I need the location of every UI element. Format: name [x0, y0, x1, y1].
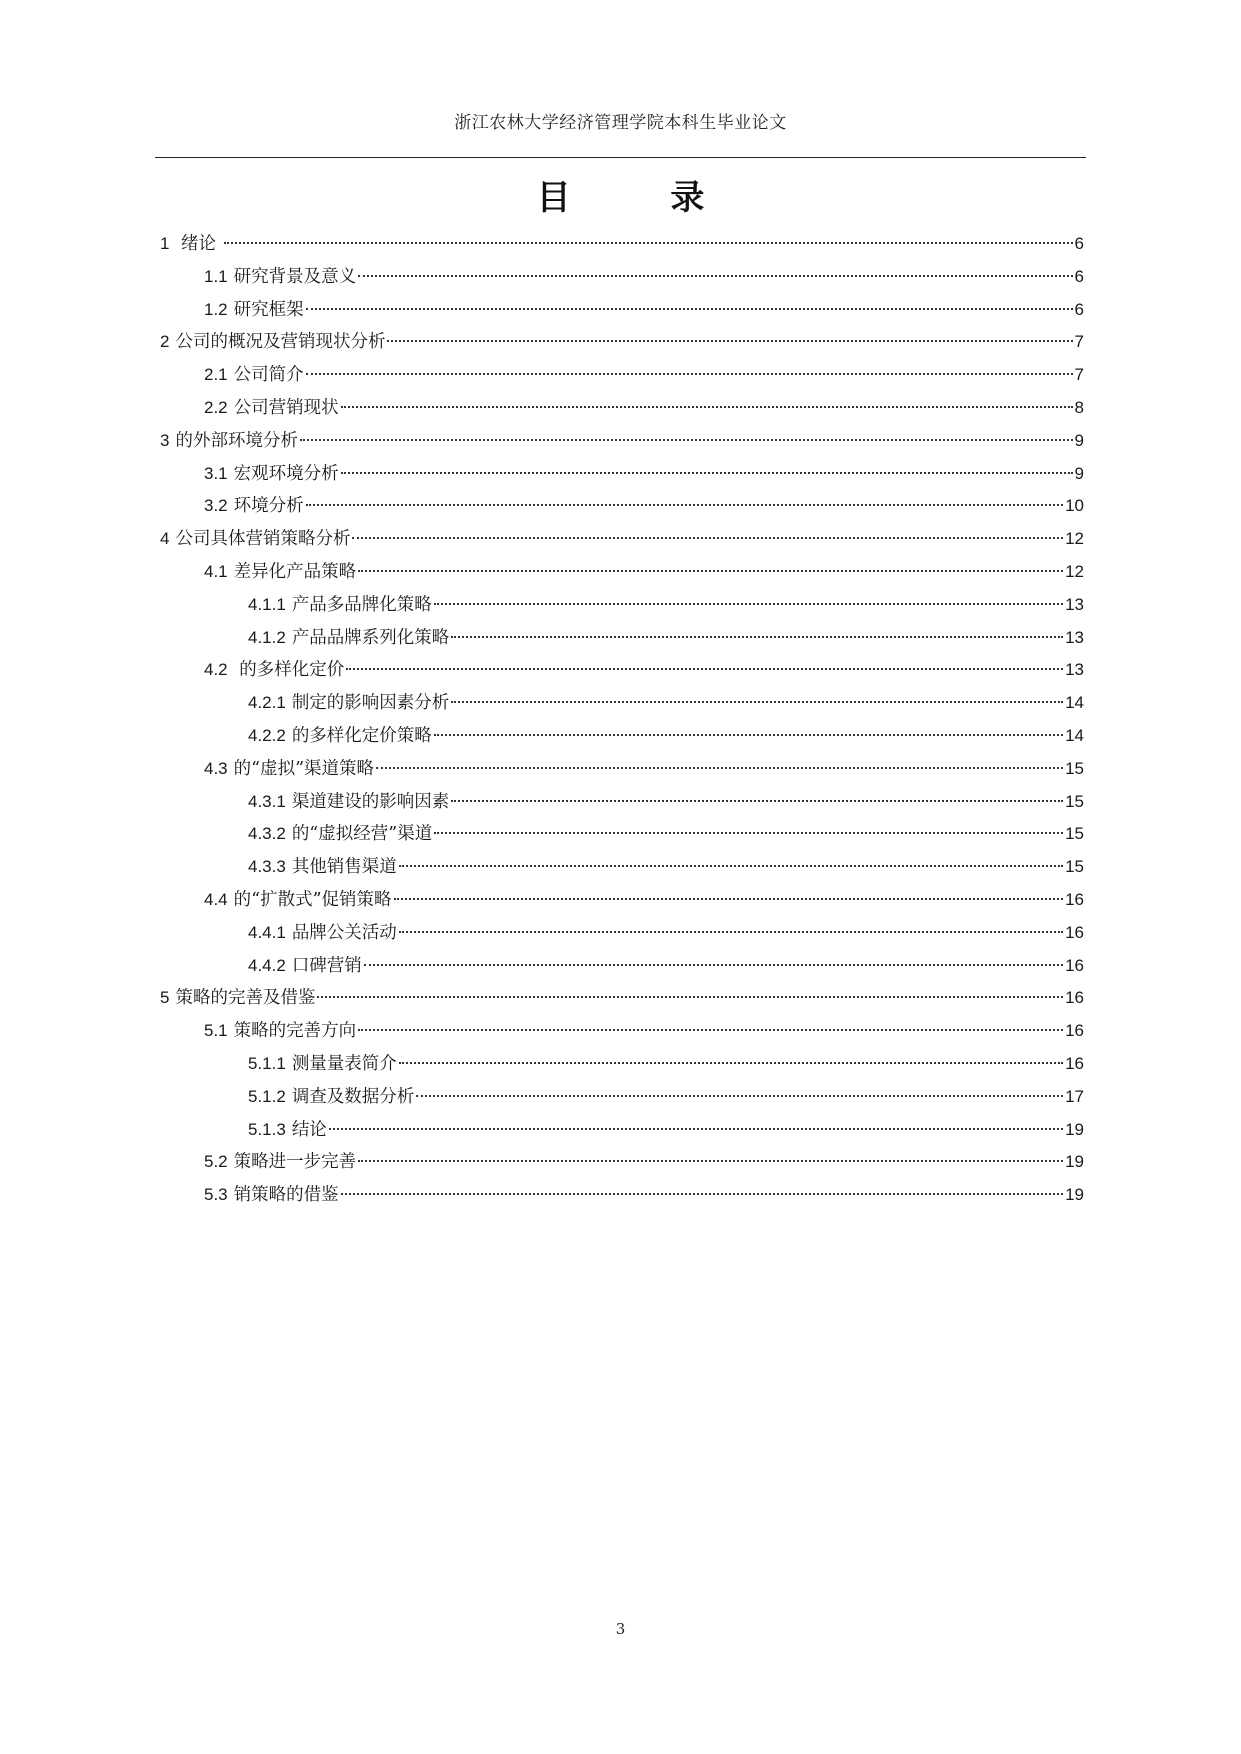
toc-entry-label: 研究背景及意义 — [233, 266, 357, 287]
toc-dot-leader — [399, 865, 1063, 867]
toc-entry-label: 的多样化定价策略 — [291, 725, 432, 746]
toc-entry-label: 口碑营销 — [291, 955, 362, 976]
toc-entry[interactable] — [160, 1146, 1084, 1179]
toc-dot-leader — [358, 1160, 1063, 1162]
toc-entry-label: 结论 — [291, 1119, 327, 1140]
toc-entry[interactable] — [160, 1114, 1084, 1147]
toc-dot-leader — [300, 439, 1073, 441]
toc-entry-label: 的外部环境分析 — [175, 430, 298, 451]
toc-dot-leader — [394, 898, 1064, 900]
toc-entry-page: 17 — [1065, 1086, 1084, 1106]
toc-dot-leader — [364, 964, 1063, 966]
toc-entry-label: 其他销售渠道 — [291, 857, 397, 878]
toc-entry-number: 5.1 — [204, 1021, 228, 1041]
toc-entry-number: 5.1.2 — [248, 1086, 286, 1106]
toc-entry-page: 9 — [1074, 430, 1084, 450]
toc-entry-page: 14 — [1065, 693, 1084, 713]
toc-entry-page: 19 — [1065, 1152, 1084, 1172]
toc-entry-label: 的“虚拟经营”渠道 — [291, 824, 433, 845]
toc-entry-page: 19 — [1065, 1185, 1084, 1205]
toc-dot-leader — [341, 1193, 1063, 1195]
toc-entry-number: 4.4.2 — [248, 955, 286, 975]
toc-entry-page: 8 — [1074, 397, 1084, 417]
toc-entry-label: 公司的概况及营销现状分析 — [175, 332, 386, 353]
table-of-contents — [160, 228, 1084, 1212]
toc-entry-label: 差异化产品策略 — [233, 561, 357, 582]
page-number: 3 — [615, 1620, 626, 1638]
toc-dot-leader — [451, 636, 1063, 638]
toc-entry[interactable] — [160, 1048, 1084, 1081]
toc-entry-number: 5.2 — [204, 1152, 228, 1172]
toc-entry[interactable] — [160, 392, 1084, 425]
toc-entry-label: 公司具体营销策略分析 — [175, 529, 351, 550]
toc-entry-label: 策略的完善及借鉴 — [175, 988, 316, 1009]
toc-entry-label: 测量量表简介 — [291, 1053, 397, 1074]
toc-entry[interactable] — [160, 425, 1084, 458]
toc-dot-leader — [306, 373, 1073, 375]
toc-entry-page: 16 — [1065, 922, 1084, 942]
toc-entry-number: 4.2.1 — [248, 693, 286, 713]
toc-entry-label: 产品多品牌化策略 — [291, 594, 432, 615]
toc-dot-leader — [352, 537, 1063, 539]
toc-entry-page: 13 — [1065, 660, 1084, 680]
toc-entry-number: 2.1 — [204, 365, 228, 385]
toc-entry-page: 19 — [1065, 1119, 1084, 1139]
toc-dot-leader — [341, 472, 1073, 474]
toc-entry[interactable] — [160, 294, 1084, 327]
toc-dot-leader — [329, 1128, 1063, 1130]
toc-dot-leader — [399, 1062, 1063, 1064]
toc-entry-page: 6 — [1074, 234, 1084, 253]
toc-entry-number: 2 — [160, 332, 170, 352]
toc-entry[interactable] — [160, 1081, 1084, 1114]
toc-entry-label: 策略的完善方向 — [233, 1021, 357, 1042]
toc-dot-leader — [451, 800, 1063, 802]
toc-entry-number: 4.3.3 — [248, 857, 286, 877]
page-title: 目 录 — [536, 178, 749, 218]
toc-entry-page: 7 — [1074, 332, 1084, 352]
toc-entry-number: 4.2.2 — [248, 725, 286, 745]
toc-entry-page: 15 — [1065, 857, 1084, 877]
toc-entry-number: 1.1 — [204, 266, 228, 286]
toc-entry-page: 7 — [1074, 365, 1084, 385]
toc-entry-number: 5.1.3 — [248, 1119, 286, 1139]
toc-entry-label: 公司营销现状 — [233, 397, 339, 418]
toc-entry[interactable] — [160, 228, 1084, 261]
toc-entry-label: 制定的影响因素分析 — [291, 693, 450, 714]
toc-entry-number: 3.1 — [204, 463, 228, 483]
toc-entry[interactable] — [160, 654, 1084, 687]
toc-entry-page: 6 — [1074, 266, 1084, 286]
toc-dot-leader — [306, 308, 1073, 310]
toc-entry-page: 15 — [1065, 758, 1084, 778]
toc-entry-label: 的“虚拟”渠道策略 — [233, 758, 375, 779]
toc-entry-number: 4.4.1 — [248, 922, 286, 942]
toc-entry-label: 研究框架 — [233, 299, 304, 320]
toc-entry[interactable] — [160, 982, 1084, 1015]
toc-entry-number: 4.1.2 — [248, 627, 286, 647]
toc-entry[interactable] — [160, 720, 1084, 753]
toc-entry-label: 的多样化定价 — [233, 660, 345, 681]
toc-entry[interactable] — [160, 359, 1084, 392]
toc-entry[interactable] — [160, 589, 1084, 622]
running-header: 浙江农林大学经济管理学院本科生毕业论文 — [454, 113, 787, 133]
toc-dot-leader — [434, 603, 1063, 605]
toc-entry-label: 策略进一步完善 — [233, 1152, 357, 1173]
toc-entry[interactable] — [160, 261, 1084, 294]
toc-entry-number: 3.2 — [204, 496, 228, 516]
toc-entry-number: 4.1 — [204, 561, 228, 581]
toc-entry-page: 16 — [1065, 955, 1084, 975]
toc-entry-page: 6 — [1074, 299, 1084, 319]
toc-entry-label: 环境分析 — [233, 496, 304, 517]
toc-entry-label: 的“扩散式”促销策略 — [233, 889, 392, 910]
toc-entry[interactable] — [160, 458, 1084, 491]
toc-entry-page: 16 — [1065, 889, 1084, 909]
toc-entry[interactable] — [160, 1015, 1084, 1048]
toc-entry[interactable] — [160, 622, 1084, 655]
toc-entry-page: 14 — [1065, 725, 1084, 745]
toc-entry-number: 5.1.1 — [248, 1053, 286, 1073]
toc-entry-page: 16 — [1065, 1053, 1084, 1073]
toc-entry[interactable] — [160, 950, 1084, 983]
toc-entry-page: 13 — [1065, 594, 1084, 614]
toc-dot-leader — [434, 832, 1063, 834]
toc-dot-leader — [358, 275, 1072, 277]
toc-entry-page: 15 — [1065, 791, 1084, 811]
toc-dot-leader — [376, 767, 1063, 769]
toc-entry-page: 9 — [1074, 463, 1084, 483]
toc-entry[interactable] — [160, 523, 1084, 556]
toc-entry-number: 4 — [160, 529, 170, 549]
toc-entry-label: 品牌公关活动 — [291, 922, 397, 943]
toc-dot-leader — [224, 242, 1073, 244]
toc-entry[interactable] — [160, 687, 1084, 720]
toc-entry-label: 产品品牌系列化策略 — [291, 627, 450, 648]
toc-entry[interactable] — [160, 556, 1084, 589]
toc-entry[interactable] — [160, 786, 1084, 819]
toc-entry-label: 公司简介 — [233, 365, 304, 386]
toc-dot-leader — [451, 701, 1063, 703]
toc-dot-leader — [341, 406, 1073, 408]
toc-entry[interactable] — [160, 490, 1084, 523]
toc-entry-page: 16 — [1065, 1021, 1084, 1041]
toc-entry-page: 16 — [1065, 988, 1084, 1008]
toc-entry[interactable] — [160, 1179, 1084, 1212]
toc-entry-label: 宏观环境分析 — [233, 463, 339, 484]
toc-entry-label: 绪论 — [175, 234, 222, 254]
toc-entry-number: 4.3.1 — [248, 791, 286, 811]
toc-entry-label: 销策略的借鉴 — [233, 1185, 339, 1206]
toc-entry-label: 调查及数据分析 — [291, 1086, 415, 1107]
toc-entry-page: 12 — [1065, 561, 1084, 581]
toc-entry-label: 渠道建设的影响因素 — [291, 791, 450, 812]
toc-entry-number: 5.3 — [204, 1185, 228, 1205]
toc-entry-page: 10 — [1065, 496, 1084, 516]
header-rule — [155, 157, 1086, 158]
toc-dot-leader — [317, 996, 1063, 998]
toc-dot-leader — [399, 931, 1063, 933]
toc-entry-number: 5 — [160, 988, 170, 1008]
toc-dot-leader — [306, 504, 1063, 506]
toc-dot-leader — [346, 668, 1063, 670]
toc-entry[interactable] — [160, 851, 1084, 884]
toc-dot-leader — [387, 340, 1072, 342]
toc-entry[interactable] — [160, 884, 1084, 917]
toc-entry-number: 1 — [160, 234, 170, 253]
toc-dot-leader — [434, 734, 1063, 736]
toc-entry[interactable] — [160, 818, 1084, 851]
toc-entry-number: 3 — [160, 430, 170, 450]
toc-entry-number: 4.2 — [204, 660, 228, 680]
toc-entry[interactable] — [160, 326, 1084, 359]
toc-entry[interactable] — [160, 753, 1084, 786]
toc-entry-number: 4.4 — [204, 889, 228, 909]
toc-entry-number: 4.3 — [204, 758, 228, 778]
toc-dot-leader — [358, 570, 1063, 572]
toc-entry[interactable] — [160, 917, 1084, 950]
toc-entry-page: 12 — [1065, 529, 1084, 549]
toc-entry-page: 15 — [1065, 824, 1084, 844]
toc-dot-leader — [358, 1029, 1063, 1031]
toc-entry-number: 2.2 — [204, 397, 228, 417]
toc-dot-leader — [416, 1095, 1063, 1097]
toc-entry-number: 4.3.2 — [248, 824, 286, 844]
toc-entry-number: 1.2 — [204, 299, 228, 319]
toc-entry-number: 4.1.1 — [248, 594, 286, 614]
toc-entry-page: 13 — [1065, 627, 1084, 647]
